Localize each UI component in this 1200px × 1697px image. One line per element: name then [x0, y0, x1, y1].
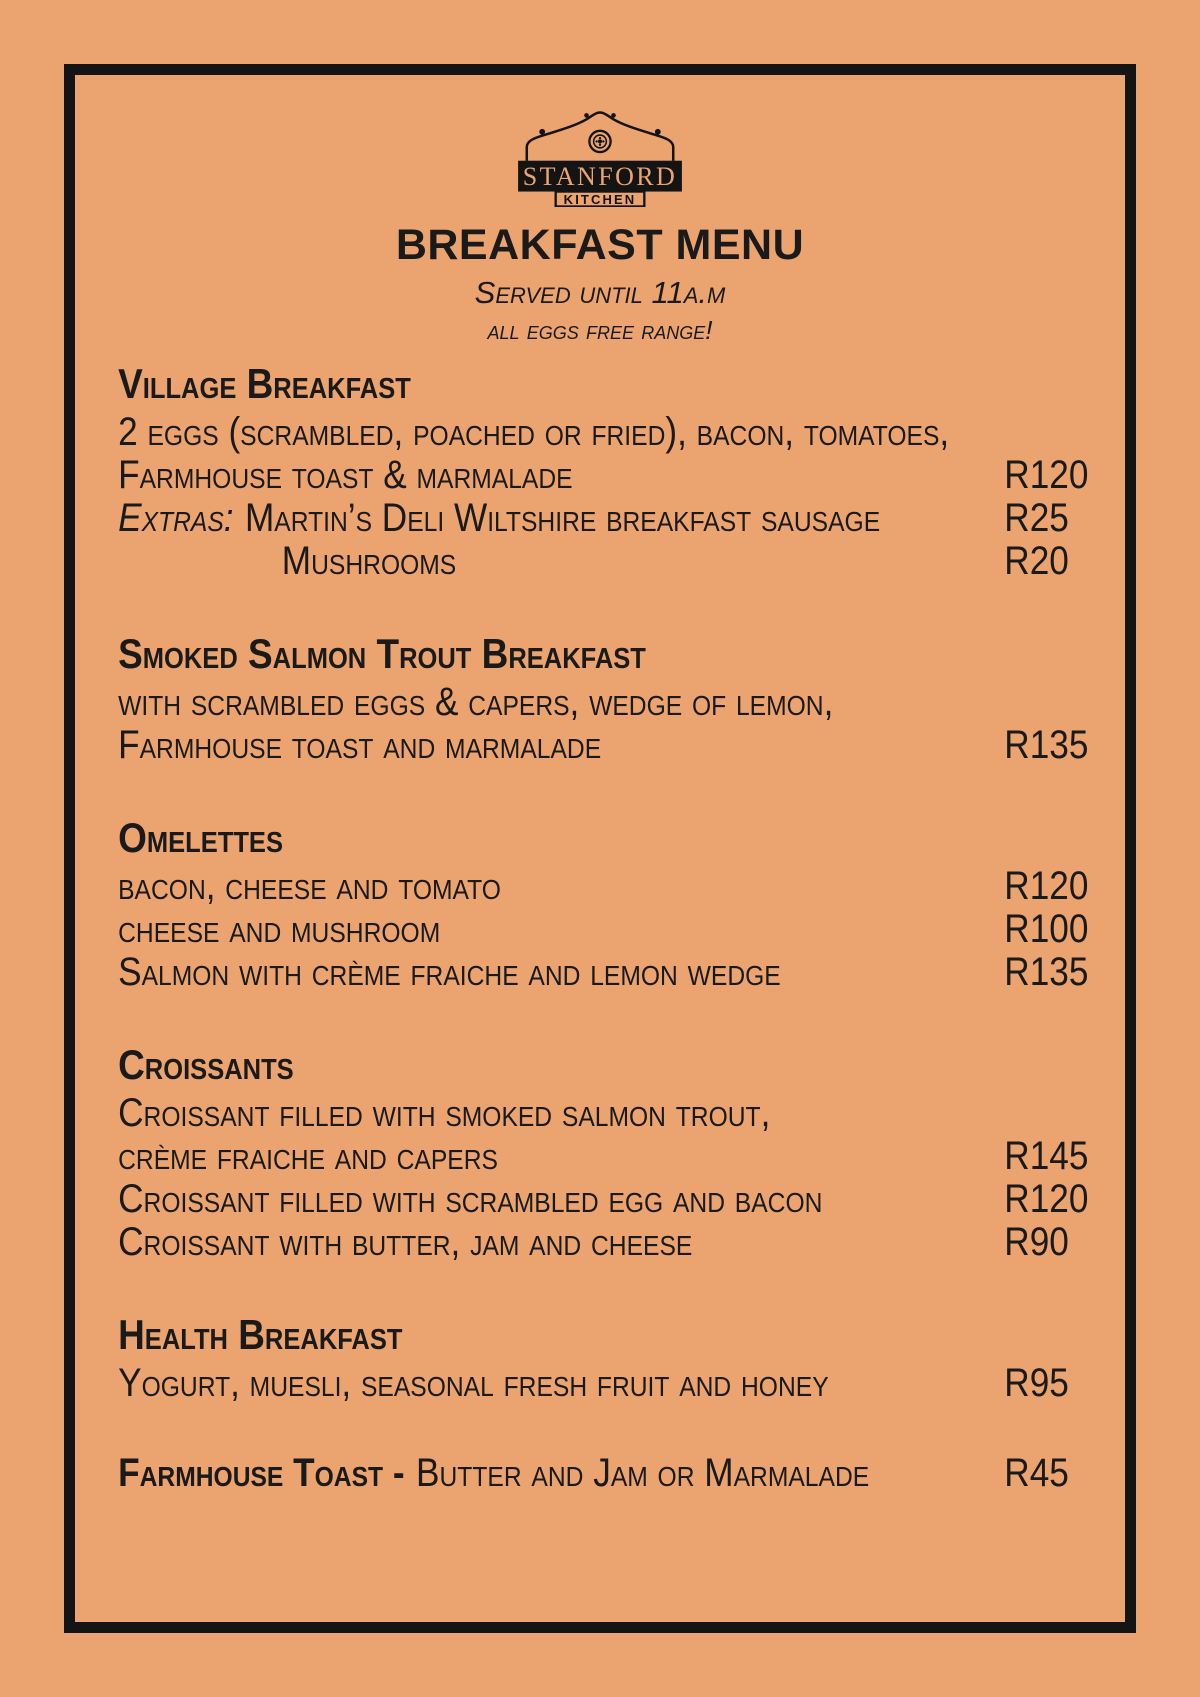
menu-item-row [118, 1178, 1125, 1221]
menu-item-row [118, 1092, 1125, 1135]
section-village-breakfast [118, 360, 1125, 583]
item-price: R120 [1004, 864, 1089, 908]
menu-item-row [118, 497, 1125, 540]
menu-content [75, 75, 1125, 1495]
item-price: R135 [1004, 950, 1089, 994]
item-price: R145 [1004, 1134, 1089, 1178]
item-text: Salmon with crème fraiche and lemon wedge [118, 950, 781, 994]
item-price: R120 [1004, 1177, 1089, 1221]
menu-item-row [118, 454, 1125, 497]
menu-item-row [118, 411, 1125, 454]
menu-item-row [118, 1221, 1125, 1264]
menu-item-row [118, 1135, 1125, 1178]
section-croissants [118, 1041, 1125, 1264]
section-farmhouse-toast [118, 1452, 1125, 1495]
item-text-part: Martin’s Deli Wiltshire breakfast sausage [244, 496, 881, 540]
section-omelettes [118, 814, 1125, 994]
item-text: crème fraiche and capers [118, 1134, 498, 1178]
item-price: R20 [1004, 539, 1069, 583]
stanford-kitchen-logo [75, 99, 1125, 212]
item-text-part: Butter and Jam or Marmalade [416, 1451, 870, 1495]
logo-name-text: STANFORD [522, 161, 678, 191]
extras-label: Extras: [118, 496, 234, 540]
menu-item-row [118, 1452, 1125, 1495]
item-text: bacon, cheese and tomato [118, 864, 501, 908]
menu-item-row [118, 540, 1125, 583]
section-heading: Health Breakfast [118, 1311, 403, 1358]
logo-arch-icon [527, 113, 673, 161]
menu-item-row [118, 1362, 1125, 1405]
logo-kitchen-text: KITCHEN [563, 191, 637, 207]
item-text: Croissant filled with scrambled egg and bacon [118, 1177, 823, 1221]
item-text: Mushrooms [281, 539, 457, 583]
section-heading: Croissants [118, 1041, 294, 1088]
item-price: R90 [1004, 1220, 1069, 1264]
item-price: R45 [1004, 1451, 1069, 1495]
menu-item-row [118, 724, 1125, 767]
item-price: R100 [1004, 907, 1089, 951]
menu-subtitle: Served until 11a.m [474, 275, 726, 310]
menu-item-row [118, 951, 1125, 994]
item-title: Farmhouse Toast - [118, 1451, 405, 1495]
section-health-breakfast [118, 1311, 1125, 1405]
item-price: R135 [1004, 723, 1089, 767]
menu-item-row [118, 865, 1125, 908]
section-heading: Smoked Salmon Trout Breakfast [118, 630, 646, 677]
logo-finial-dome-left-icon [584, 113, 589, 118]
menu-item-row [118, 908, 1125, 951]
item-text: Croissant with butter, jam and cheese [118, 1220, 693, 1264]
menu-note: all eggs free range! [487, 315, 713, 345]
item-text: Farmhouse toast and marmalade [118, 723, 602, 767]
item-text: Croissant filled with smoked salmon trout, [118, 1091, 771, 1135]
section-heading: Omelettes [118, 814, 283, 861]
item-price: R25 [1004, 496, 1069, 540]
logo-finial-right-icon [655, 129, 661, 135]
item-price: R95 [1004, 1361, 1069, 1405]
logo-finial-left-icon [539, 129, 545, 135]
logo-sign-icon [494, 99, 706, 207]
item-text [118, 497, 1004, 540]
item-text [118, 1452, 1004, 1495]
item-text: cheese and mushroom [118, 907, 441, 951]
section-heading: Village Breakfast [118, 360, 411, 407]
item-text: Farmhouse toast & marmalade [118, 453, 573, 497]
menu-sections [75, 360, 1125, 1495]
menu-border-frame [64, 64, 1136, 1633]
item-price: R120 [1004, 453, 1089, 497]
logo-emblem-icon [589, 131, 610, 152]
item-text: Yogurt, muesli, seasonal fresh fruit and honey [118, 1361, 829, 1405]
menu-item-row [118, 681, 1125, 724]
logo-finial-dome-right-icon [611, 113, 616, 118]
item-text: with scrambled eggs & capers, wedge of lemon, [118, 680, 834, 724]
section-smoked-salmon-trout-breakfast [118, 630, 1125, 767]
menu-title: BREAKFAST MENU [395, 221, 805, 269]
item-text: 2 eggs (scrambled, poached or fried), bacon, tomatoes, [118, 410, 950, 454]
